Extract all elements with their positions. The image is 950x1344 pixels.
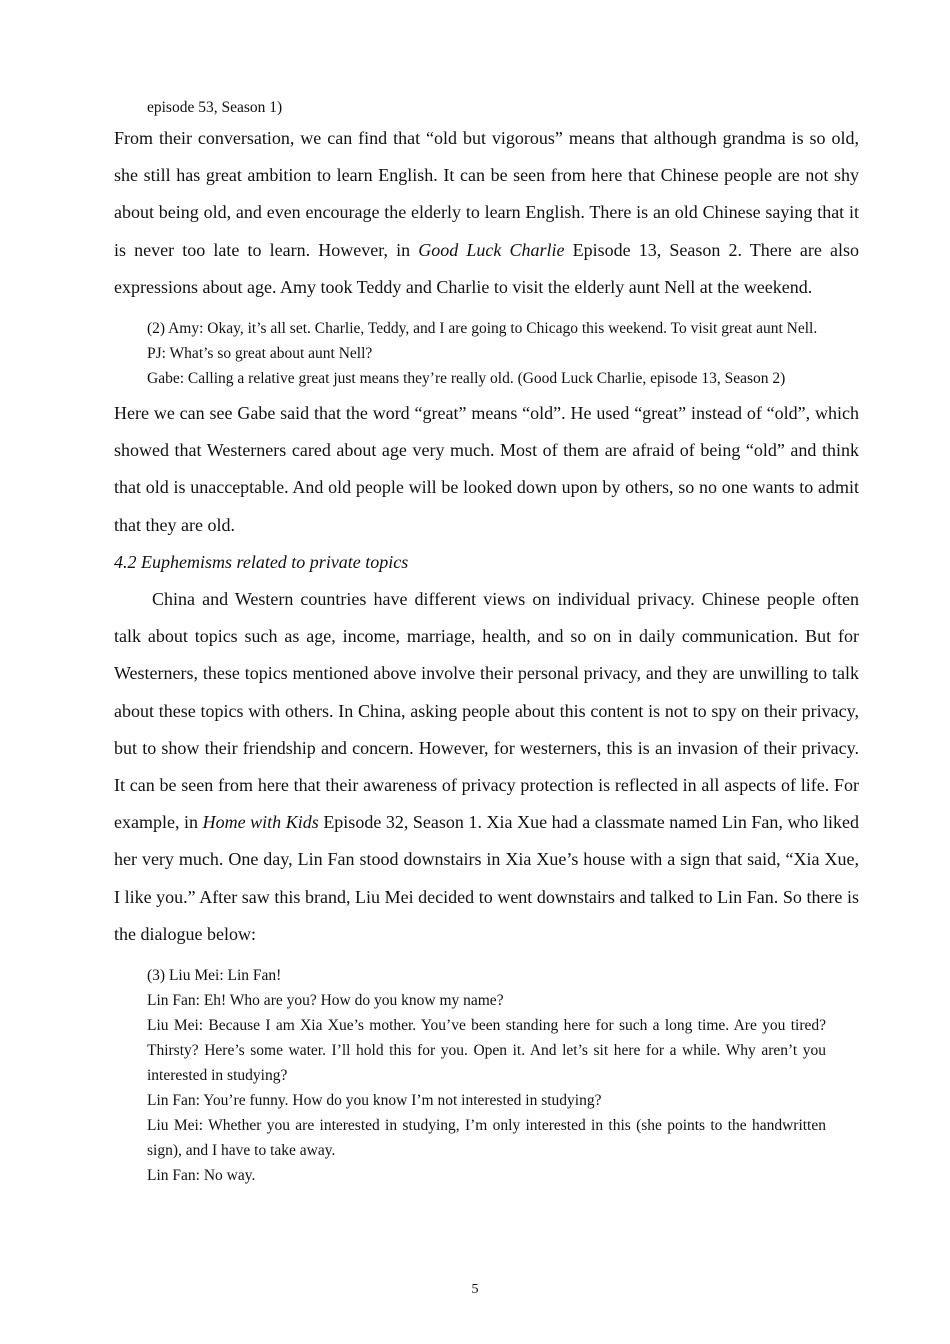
paragraph-text: Episode 32, Season 1. Xia Xue had a classmate named Lin Fan, who liked her very much. One day, Lin Fan stood downstairs in Xia Xue’s house with a sign that said, “Xia Xue, I like you.” After saw this brand, Liu Mei decided to went downstairs and talked to Lin Fan. So there is the dialogue below: [114,812,859,944]
dialogue-line: PJ: What’s so great about aunt Nell? [147,345,373,363]
paragraph-text: From their conversation, we can find that “old but vigorous” means that although grandma is so old, she still has great ambition to learn English. It can be seen from here that Chinese people are not shy about being old, and even encourage the elderly to learn English. There is an old Chinese saying that it is never too late to learn. However, in [114,128,859,260]
paragraph-text: China and Western countries have different views on individual privacy. Chinese people often talk about topics such as age, income, marriage, health, and so on in daily communication. But for Westerners, these topics mentioned above involve their personal privacy, and they are unwilling to talk about these topics with others. In China, asking people about this content is not to spy on their privacy, but to show their friendship and concern. However, for westerners, this is an invasion of their privacy. It can be seen from here that their awareness of privacy protection is reflected in all aspects of life. For example, in [114,589,859,833]
dialogue-line: Liu Mei: Because I am Xia Xue’s mother. You’ve been standing here for such a long time. Are you tired? Thirsty? Here’s some water. I’ll hold this for you. Open it. And let’s sit here for a while. Why aren’t you interested in studying? [147,1017,826,1085]
paragraph-great-means-old: Here we can see Gabe said that the word “great” means “old”. He used “great” instead of “old”, which showed that Westerners cared about age very much. Most of them are afraid of being “old” and think that old is unacceptable. And old people will be looked down upon by others, so no one wants to admit that they are old. [114,403,859,535]
example-2-dialogue [147,316,826,391]
paragraph-age-discussion [114,120,859,306]
dialogue-line: (2) Amy: Okay, it’s all set. Charlie, Teddy, and I are going to Chicago this weekend. To visit great aunt Nell. [147,320,818,338]
example-1-continuation [147,95,826,120]
quote-line: episode 53, Season 1) [147,99,283,116]
example-3-dialogue [147,963,826,1188]
dialogue-line: Liu Mei: Whether you are interested in studying, I’m only interested in this (she points to the handwritten sign), and I have to take away. [147,1117,826,1160]
dialogue-line: Lin Fan: No way. [147,1167,256,1185]
paragraph-text: Episode 13, Season 2. There are also expressions about age. Amy took Teddy and Charlie to visit the elderly aunt Nell at the weekend. [114,239,859,297]
dialogue-line: Gabe: Calling a relative great just means they’re really old. (Good Luck Charlie, episode 13, Season 2) [147,370,786,388]
page-number: 5 [471,1282,479,1297]
dialogue-line: Lin Fan: You’re funny. How do you know I’m not interested in studying? [147,1092,602,1110]
show-title: Good Luck Charlie [418,239,565,260]
section-heading: 4.2 Euphemisms related to private topics [114,551,409,572]
page-content [114,93,859,1188]
dialogue-line: (3) Liu Mei: Lin Fan! [147,967,282,985]
dialogue-line: Lin Fan: Eh! Who are you? How do you know my name? [147,992,504,1010]
paragraph-privacy [114,581,859,953]
show-title: Home with Kids [202,812,319,833]
